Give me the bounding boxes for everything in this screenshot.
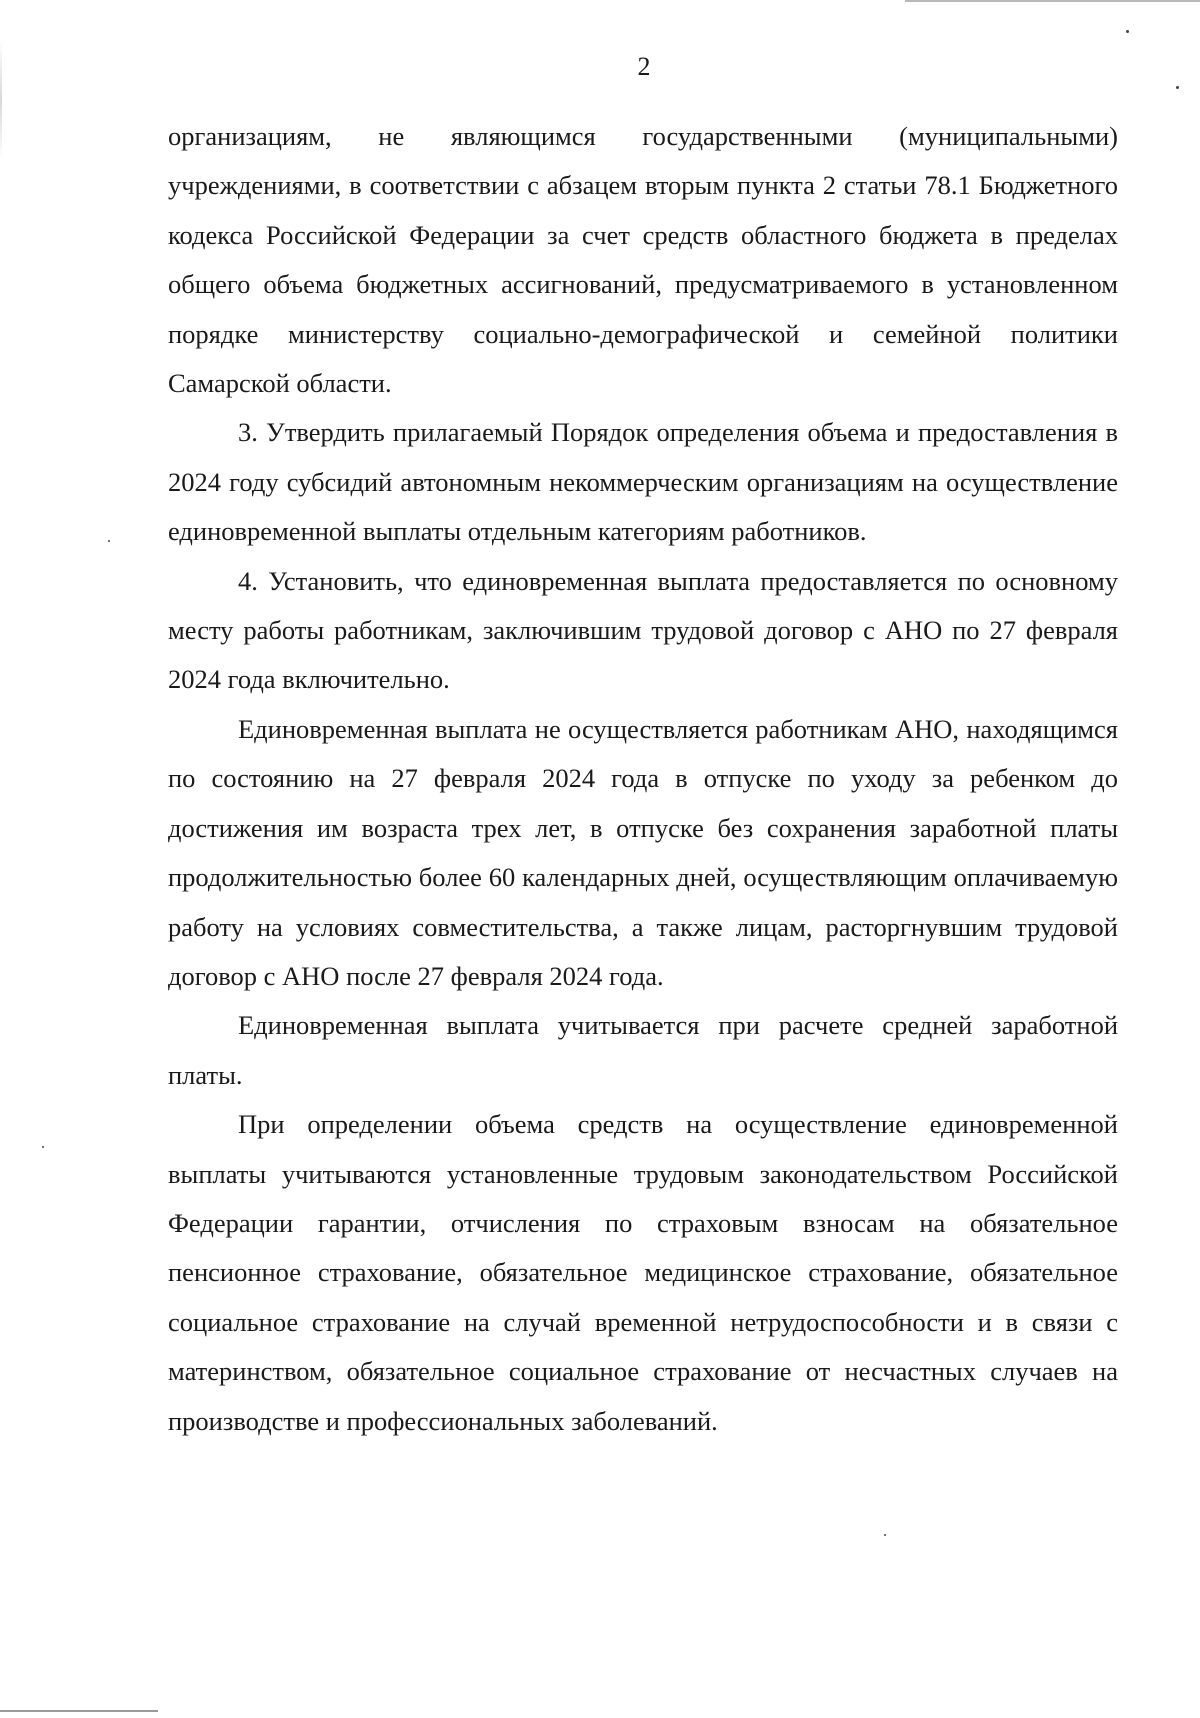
- page-number: 2: [637, 52, 651, 81]
- scan-speck: [1126, 30, 1129, 33]
- paragraph-item-4: 4. Установить, что единовременная выплата предоставляется по основному месту работы работникам, заключившим трудовой договор с АНО по 27 февраля 2024 года включительно.: [168, 565, 1118, 695]
- scan-edge-bottom: [0, 1710, 158, 1712]
- paragraph-average-salary: Единовременная выплата учитывается при расчете средней заработной платы.: [168, 1010, 1118, 1090]
- scan-speck: [884, 1534, 886, 1536]
- paragraph-funding-calculation: При определении объема средств на осуществление единовременной выплаты учитываются установленные трудовым законодательством Российской Федерации гарантии, отчисления по страховым взносам на обязательное пенсионное страхование, обязательное медицинское страхование, обязательное социальное страхование на случай временной нетрудоспособности и в связи с материнством, обязательное социальное страхование от несчастных случаев на производстве и профессиональных заболеваний.: [168, 1109, 1118, 1436]
- scan-speck: [108, 540, 110, 542]
- scan-speck: [1176, 86, 1179, 89]
- scan-edge-top: [905, 0, 1200, 2]
- paragraph-exclusions: Единовременная выплата не осуществляется работникам АНО, находящимся по состоянию на 27 февраля 2024 года в отпуске по уходу за ребенком до достижения им возраста трех лет, в отпуске без сохранения заработной платы продолжительностью более 60 календарных дней, осуществляющим оплачиваемую работу на условиях совместительства, а также лицам, расторгнувшим трудовой договор с АНО после 27 февраля 2024 года.: [168, 713, 1118, 991]
- paragraph-item-3: 3. Утвердить прилагаемый Порядок определения объема и предоставления в 2024 году субсидий автономным некоммерческим организациям на осуществление единовременной выплаты отдельным категориям работников.: [168, 417, 1118, 547]
- paragraph-continuation: организациям, не являющимся государственными (муниципальными) учреждениями, в соответствии с абзацем вторым пункта 2 статьи 78.1 Бюджетного кодекса Российской Федерации за счет средств областного бюджета в пределах общего объема бюджетных ассигнований, предусматриваемого в установленном порядке министерству социально-демографической и семейной политики Самарской области.: [168, 121, 1118, 399]
- document-body: [168, 112, 1118, 1446]
- scan-speck: [42, 1146, 44, 1148]
